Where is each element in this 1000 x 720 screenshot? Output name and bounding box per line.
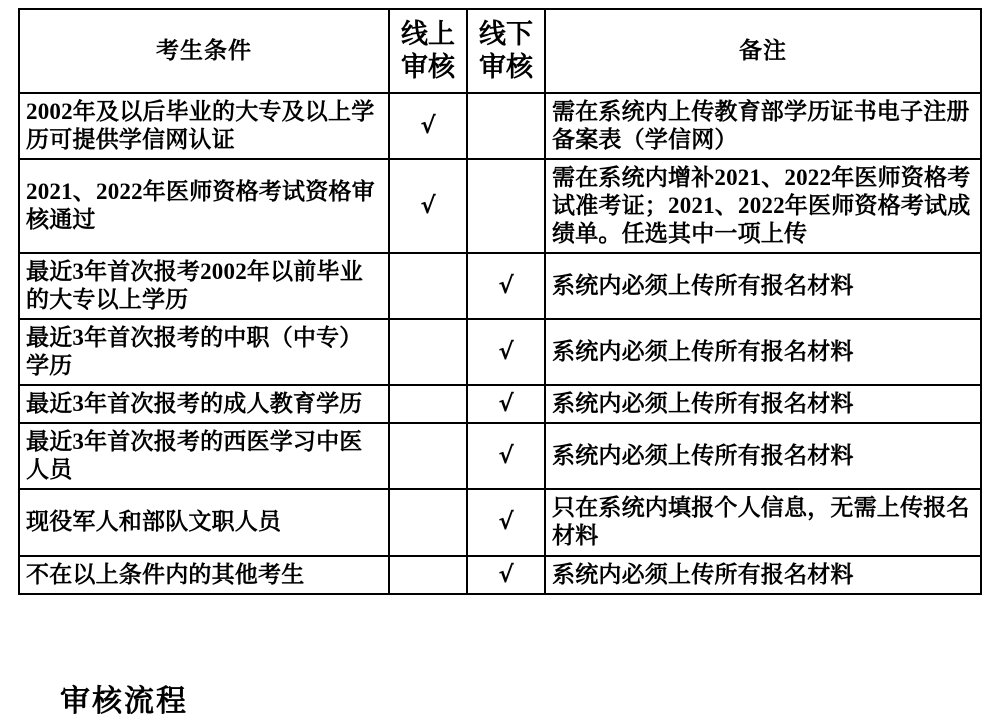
table-row (19, 159, 981, 253)
candidate-requirements-table (18, 8, 982, 595)
table-row (19, 556, 981, 594)
cell-online-review-mark (389, 423, 467, 489)
cell-condition: 最近3年首次报考的西医学习中医人员 (19, 423, 389, 489)
table-header-row (19, 9, 981, 93)
cell-offline-review-mark: √ (467, 319, 545, 385)
column-header-online-review (389, 9, 467, 93)
cell-online-review-mark (389, 319, 467, 385)
cell-condition: 不在以上条件内的其他考生 (19, 556, 389, 594)
cell-online-review-mark: √ (389, 93, 467, 159)
cell-offline-review-mark (467, 159, 545, 253)
cell-remark: 只在系统内填报个人信息，无需上传报名材料 (545, 489, 981, 555)
cell-offline-review-mark: √ (467, 253, 545, 319)
cell-remark: 系统内必须上传所有报名材料 (545, 319, 981, 385)
column-header-offline-review-line1: 线下 (479, 19, 533, 49)
cell-remark: 系统内必须上传所有报名材料 (545, 423, 981, 489)
cell-offline-review-mark: √ (467, 556, 545, 594)
cell-offline-review-mark (467, 93, 545, 159)
cell-offline-review-mark: √ (467, 423, 545, 489)
table-row (19, 385, 981, 423)
cell-online-review-mark: √ (389, 159, 467, 253)
cell-online-review-mark (389, 489, 467, 555)
table-body (19, 93, 981, 594)
column-header-condition: 考生条件 (19, 9, 389, 93)
cell-condition: 2002年及以后毕业的大专及以上学历可提供学信网认证 (19, 93, 389, 159)
cell-condition: 现役军人和部队文职人员 (19, 489, 389, 555)
cell-remark: 需在系统内上传教育部学历证书电子注册备案表（学信网） (545, 93, 981, 159)
cell-condition: 最近3年首次报考的成人教育学历 (19, 385, 389, 423)
table-row (19, 423, 981, 489)
cell-remark: 系统内必须上传所有报名材料 (545, 556, 981, 594)
column-header-offline-review-line2: 审核 (479, 51, 533, 82)
table-row (19, 93, 981, 159)
column-header-online-review-line2: 审核 (401, 51, 455, 82)
cell-condition: 2021、2022年医师资格考试资格审核通过 (19, 159, 389, 253)
section-heading-partial: 审核流程 (60, 685, 188, 718)
table-row (19, 489, 981, 555)
cell-offline-review-mark: √ (467, 489, 545, 555)
cell-remark: 系统内必须上传所有报名材料 (545, 253, 981, 319)
cell-online-review-mark (389, 556, 467, 594)
cell-remark: 需在系统内增补2021、2022年医师资格考试准考证；2021、2022年医师资格考试成绩单。任选其中一项上传 (545, 159, 981, 253)
column-header-remark: 备注 (545, 9, 981, 93)
cell-condition: 最近3年首次报考的中职（中专）学历 (19, 319, 389, 385)
cell-online-review-mark (389, 253, 467, 319)
column-header-online-review-line1: 线上 (401, 19, 455, 49)
table-row (19, 253, 981, 319)
cell-offline-review-mark: √ (467, 385, 545, 423)
table-row (19, 319, 981, 385)
cell-remark: 系统内必须上传所有报名材料 (545, 385, 981, 423)
table-header (19, 9, 981, 93)
cell-condition: 最近3年首次报考2002年以前毕业的大专以上学历 (19, 253, 389, 319)
cell-online-review-mark (389, 385, 467, 423)
column-header-offline-review (467, 9, 545, 93)
